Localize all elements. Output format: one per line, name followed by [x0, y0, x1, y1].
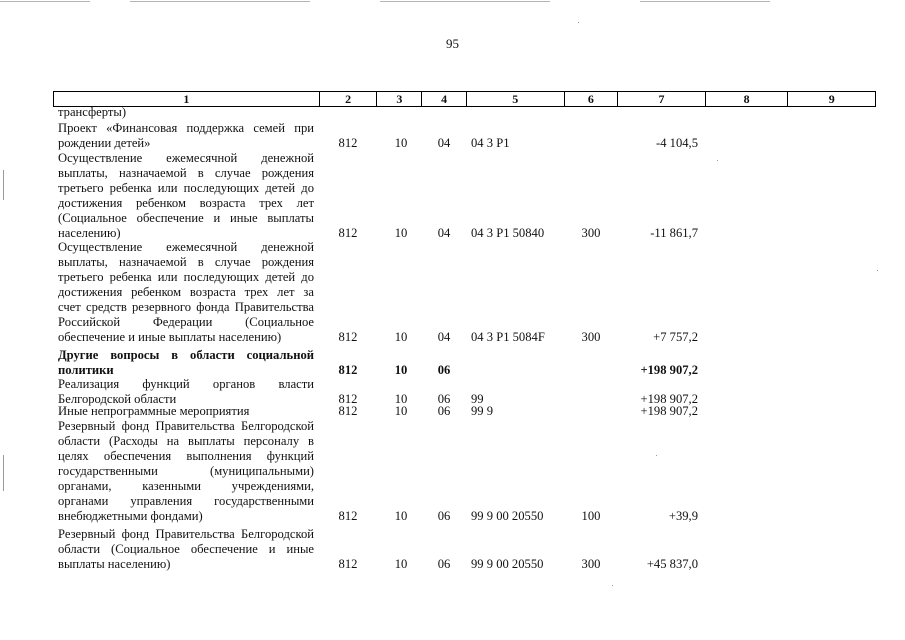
cell-target-article: 99 9	[471, 404, 494, 418]
cell-amount: +198 907,2	[640, 363, 698, 377]
description-line: Осуществление ежемесячной денежной	[58, 240, 314, 254]
description-line: обеспечение и иные выплаты населению)	[58, 330, 282, 344]
description-line: политики	[58, 363, 114, 377]
cell-subsection: 06	[437, 509, 451, 523]
description-line: внебюджетными фондами)	[58, 509, 203, 523]
description-line: выплаты, назначаемой в случае рождения	[58, 255, 314, 269]
header-col-1: 1	[54, 92, 320, 106]
header-col-2: 2	[320, 92, 378, 106]
cell-admin-code: 812	[338, 557, 358, 571]
cell-admin-code: 812	[338, 392, 358, 406]
header-col-6: 6	[565, 92, 619, 106]
description-line: государственными (муниципальными)	[58, 464, 314, 478]
scan-side-mark	[3, 170, 4, 200]
scan-dot	[656, 455, 657, 456]
cell-target-article: 99 9 00 20550	[471, 509, 544, 523]
row-description	[58, 527, 314, 572]
cell-amount: -11 861,7	[650, 226, 698, 240]
description-line: (Социальное обеспечение и иные выплаты	[58, 211, 314, 225]
row-description	[58, 419, 314, 524]
scan-side-mark	[3, 455, 4, 491]
cell-amount: +39,9	[668, 509, 698, 523]
cell-amount: +198 907,2	[640, 392, 698, 406]
cell-admin-code: 812	[338, 226, 358, 240]
description-line: третьего ребенка или последующих детей до	[58, 181, 314, 195]
cell-admin-code: 812	[338, 404, 358, 418]
description-line: трансферты)	[58, 105, 127, 119]
cell-section: 10	[394, 509, 408, 523]
description-line: рождении детей»	[58, 136, 151, 150]
scan-dot	[578, 22, 579, 23]
header-col-4: 4	[422, 92, 467, 106]
cell-admin-code: 812	[338, 509, 358, 523]
description-line: Иные непрограммные мероприятия	[58, 404, 250, 418]
row-description	[58, 377, 314, 407]
cell-target-article: 99 9 00 20550	[471, 557, 544, 571]
cell-amount: +7 757,2	[653, 330, 698, 344]
cell-section: 10	[394, 363, 408, 377]
cell-target-article: 04 3 P1 5084F	[471, 330, 545, 344]
cell-subsection: 04	[437, 136, 451, 150]
scan-dot	[717, 160, 718, 161]
row-description	[58, 240, 314, 345]
row-description	[58, 121, 314, 151]
scan-dot	[612, 585, 613, 586]
description-line: населению)	[58, 226, 121, 240]
cell-subsection: 04	[437, 226, 451, 240]
description-line: Реализация функций органов власти	[58, 377, 314, 391]
page-number: 95	[446, 36, 459, 51]
header-col-8: 8	[706, 92, 789, 106]
header-col-3: 3	[377, 92, 422, 106]
cell-expense-type: 100	[581, 509, 601, 523]
scan-edge-line	[640, 1, 770, 2]
cell-admin-code: 812	[338, 330, 358, 344]
cell-amount: +198 907,2	[640, 404, 698, 418]
description-line: Резервный фонд Правительства Белгородской	[58, 527, 314, 541]
cell-admin-code: 812	[338, 136, 358, 150]
row-description	[58, 105, 314, 120]
description-line: выплаты, назначаемой в случае рождения	[58, 166, 314, 180]
row-description	[58, 151, 314, 241]
cell-target-article: 04 3 P1 50840	[471, 226, 545, 240]
scan-dot	[877, 270, 878, 271]
scan-edge-line	[130, 1, 310, 2]
cell-subsection: 06	[437, 404, 451, 418]
description-line: целях обеспечения выполнения функций	[58, 449, 314, 463]
description-line: органами, казенными учреждениями,	[58, 479, 314, 493]
header-col-7: 7	[618, 92, 706, 106]
cell-section: 10	[394, 226, 408, 240]
header-col-9: 9	[828, 92, 835, 106]
description-line: органами управления государственными	[58, 494, 314, 508]
description-line: Осуществление ежемесячной денежной	[58, 151, 314, 165]
description-line: выплаты населению)	[58, 557, 171, 571]
cell-subsection: 06	[437, 557, 451, 571]
description-line: Российской Федерации (Социальное	[58, 315, 314, 329]
description-line: Проект «Финансовая поддержка семей при	[58, 121, 314, 135]
scan-edge-line	[0, 1, 90, 2]
cell-section: 10	[394, 557, 408, 571]
cell-amount: -4 104,5	[656, 136, 698, 150]
header-col-5: 5	[467, 92, 565, 106]
description-line: счет средств резервного фонда Правительства	[58, 300, 314, 314]
cell-amount: +45 837,0	[646, 557, 698, 571]
description-line: области (Социальное обеспечение и иные	[58, 542, 314, 556]
cell-subsection: 06	[437, 363, 451, 377]
description-line: области (Расходы на выплаты персоналу в	[58, 434, 314, 448]
row-description	[58, 348, 314, 378]
cell-target-article: 99	[471, 392, 484, 406]
cell-section: 10	[394, 392, 408, 406]
cell-section: 10	[394, 136, 408, 150]
scan-edge-line	[380, 1, 550, 2]
description-line: Белгородской области	[58, 392, 177, 406]
cell-expense-type: 300	[581, 557, 601, 571]
description-line: достижения ребенком возраста трех лет за	[58, 285, 314, 299]
description-line: Другие вопросы в области социальной	[58, 348, 314, 362]
description-line: Резервный фонд Правительства Белгородской	[58, 419, 314, 433]
cell-expense-type: 300	[581, 330, 601, 344]
description-line: достижения ребенком возраста трех лет	[58, 196, 314, 210]
cell-expense-type: 300	[581, 226, 601, 240]
cell-target-article: 04 3 P1	[471, 136, 510, 150]
description-line: третьего ребенка или последующих детей до	[58, 270, 314, 284]
row-description	[58, 404, 314, 419]
cell-section: 10	[394, 404, 408, 418]
cell-subsection: 06	[437, 392, 451, 406]
cell-section: 10	[394, 330, 408, 344]
cell-subsection: 04	[437, 330, 451, 344]
cell-admin-code: 812	[338, 363, 358, 377]
